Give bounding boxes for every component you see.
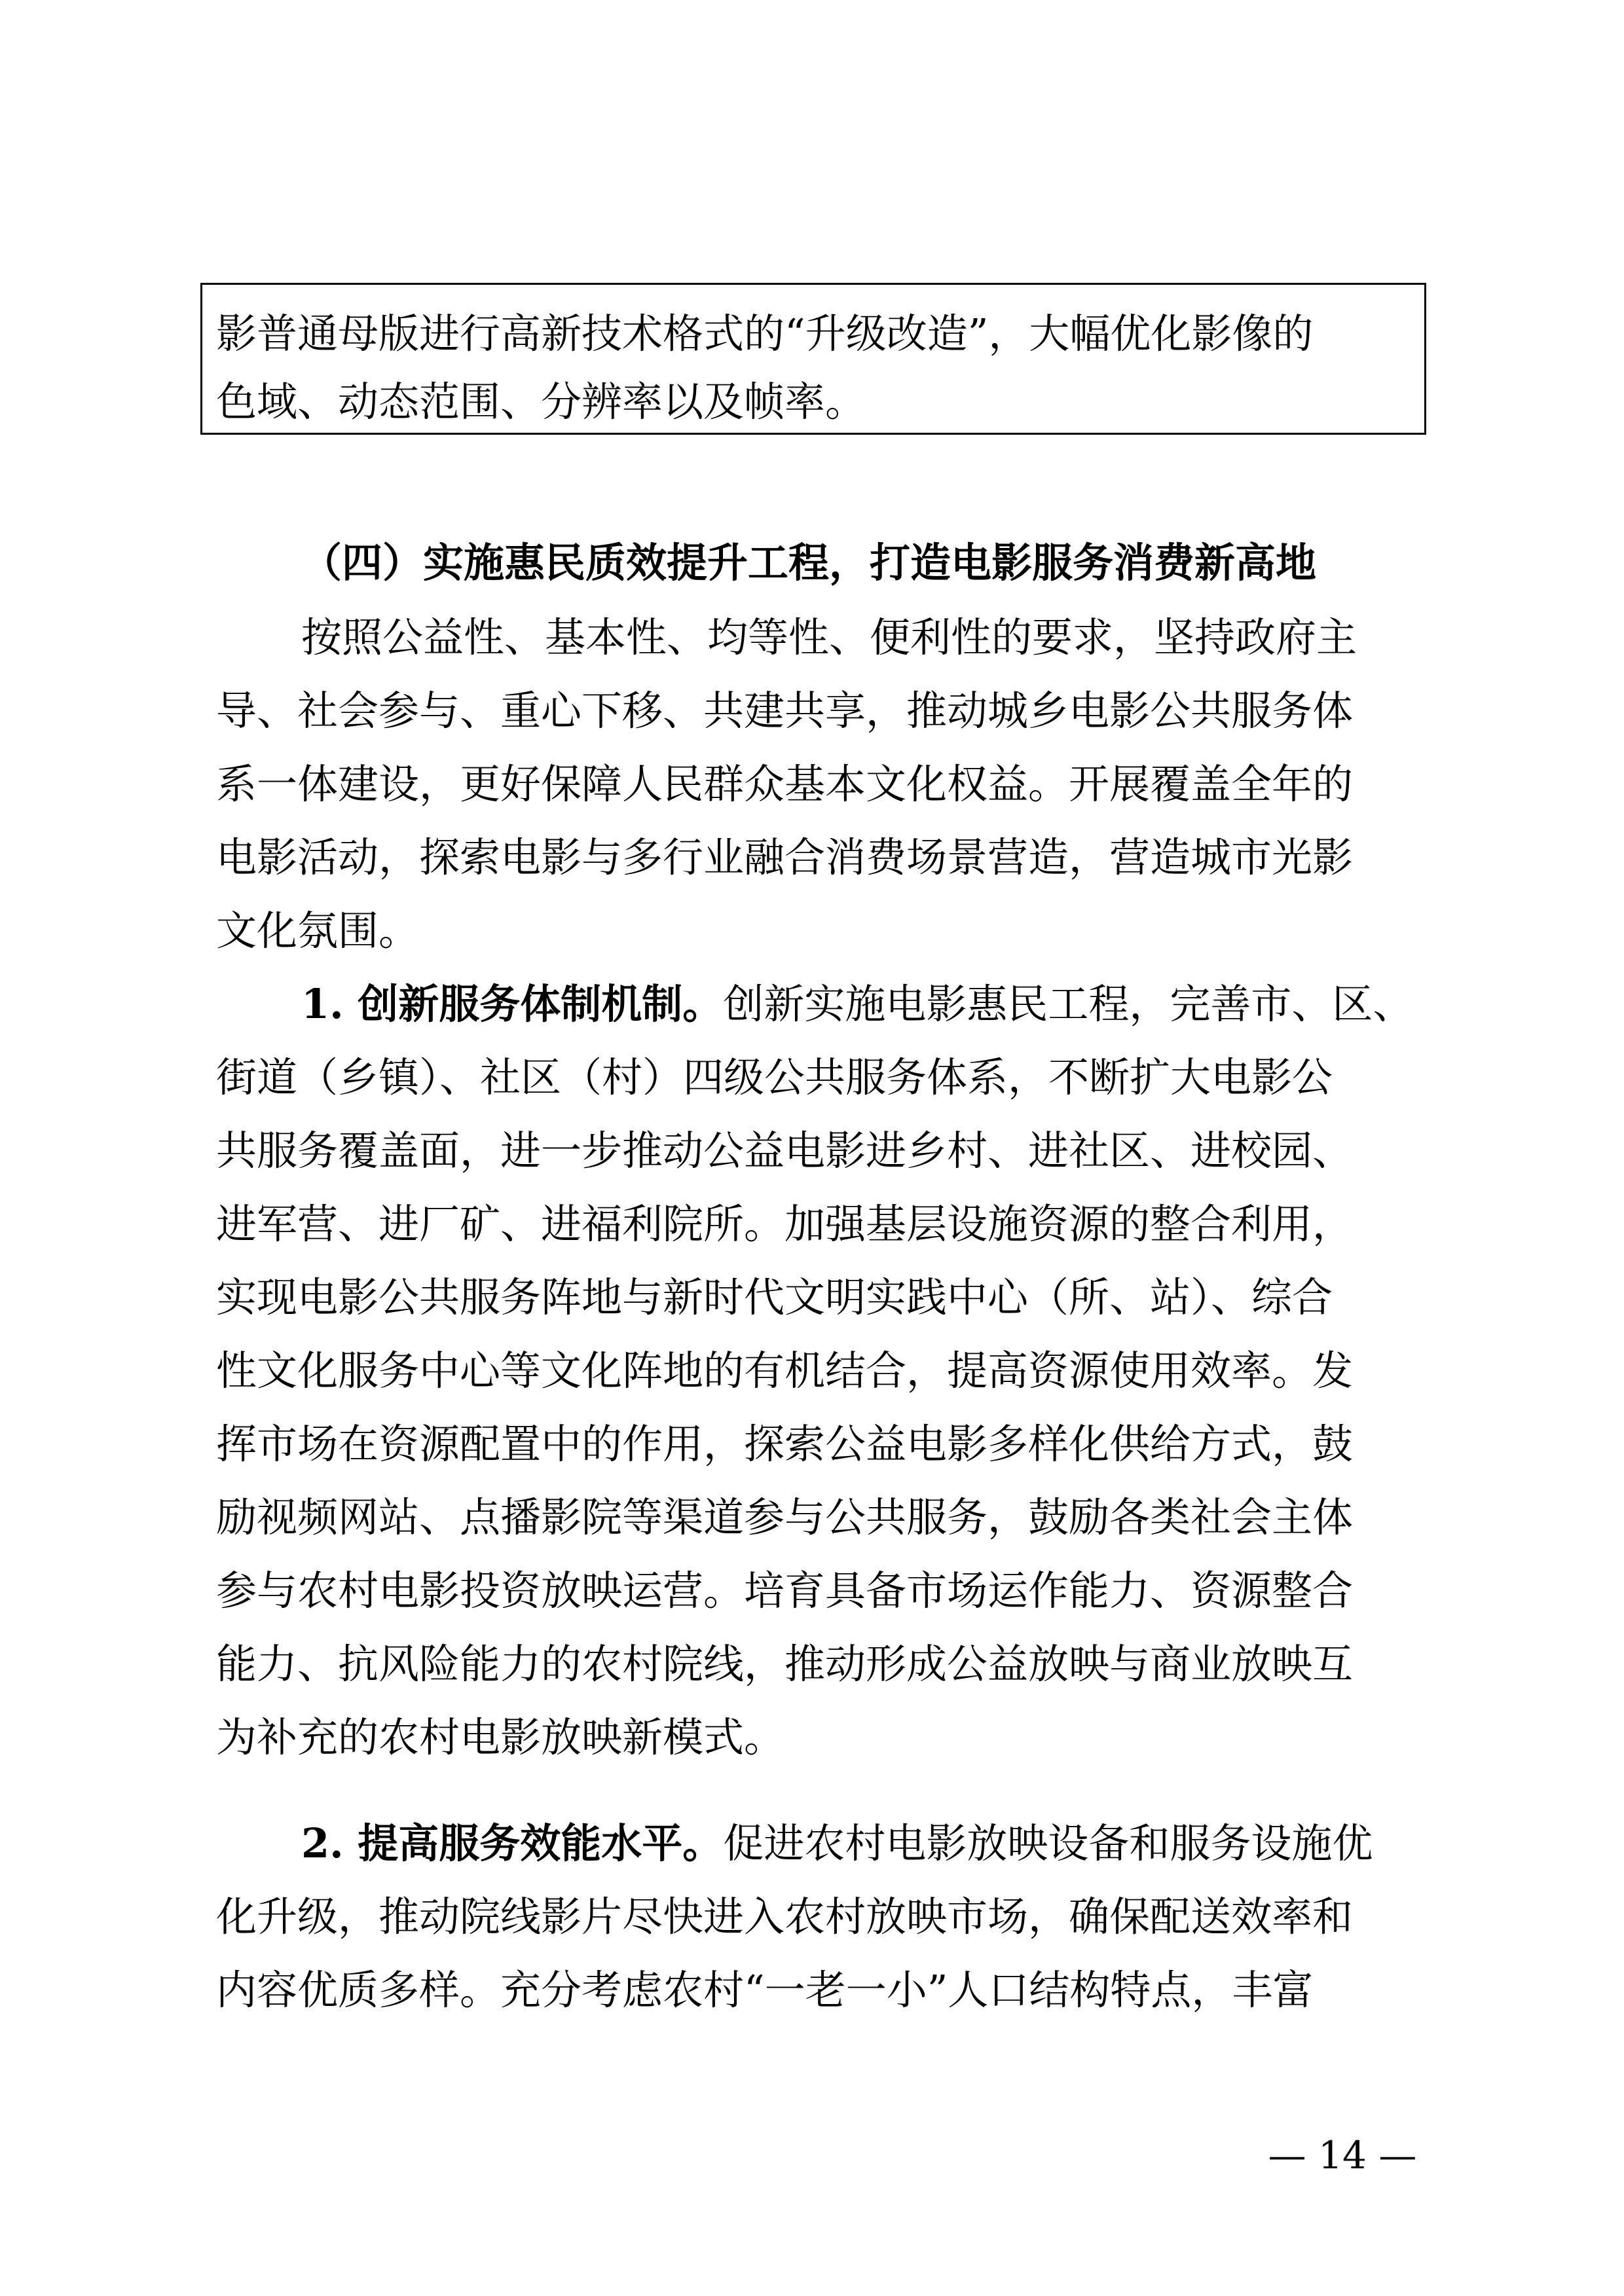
- item1-line-7: 挥市场在资源配置中的作用，探索公益电影多样化供给方式，鼓: [216, 1420, 1354, 1468]
- item2-first-line: [301, 1817, 1373, 1870]
- item2-first-line-rest: 促进农村电影放映设备和服务设施优: [723, 1819, 1373, 1867]
- intro-line-3: 系一体建设，更好保障人民群众基本文化权益。开展覆盖全年的: [216, 760, 1354, 808]
- intro-line-4: 电影活动，探索电影与多行业融合消费场景营造，营造城市光影: [216, 833, 1354, 881]
- item1-line-2: 街道（乡镇）、社区（村）四级公共服务体系，不断扩大电影公: [216, 1053, 1333, 1101]
- boxed-note-line-1: 影普通母版进行高新技术格式的“升级改造”，大幅优化影像的: [216, 310, 1314, 357]
- item1-lead: 1. 创新服务体制机制。: [301, 980, 724, 1028]
- intro-line-2: 导、社会参与、重心下移、共建共享，推动城乡电影公共服务体: [216, 687, 1354, 735]
- item1-line-4: 进军营、进厂矿、进福利院所。加强基层设施资源的整合利用，: [216, 1200, 1354, 1248]
- item1-line-3: 共服务覆盖面，进一步推动公益电影进乡村、进社区、进校园、: [216, 1127, 1354, 1175]
- item1-first-line: [301, 978, 1413, 1030]
- item1-first-line-rest: 创新实施电影惠民工程，完善市、区、: [723, 980, 1414, 1028]
- item2-lead: 2. 提高服务效能水平。: [301, 1819, 724, 1867]
- page-number: — 14 —: [1268, 2133, 1417, 2178]
- item1-line-8: 励视频网站、点播影院等渠道参与公共服务，鼓励各类社会主体: [216, 1493, 1354, 1541]
- item2-line-3: 内容优质多样。充分考虑农村“一老一小”人口结构特点，丰富: [216, 1966, 1314, 2014]
- boxed-note-line-2: 色域、动态范围、分辨率以及帧率。: [216, 378, 866, 426]
- section-heading: （四）实施惠民质效提升工程，打造电影服务消费新高地: [301, 539, 1317, 587]
- item2-line-2: 化升级，推动院线影片尽快进入农村放映市场，确保配送效率和: [216, 1893, 1354, 1941]
- item1-line-5: 实现电影公共服务阵地与新时代文明实践中心（所、站）、综合: [216, 1273, 1333, 1321]
- item1-line-11: 为补充的农村电影放映新模式。: [216, 1713, 785, 1761]
- intro-line-1: 按照公益性、基本性、均等性、便利性的要求，坚持政府主: [301, 613, 1357, 661]
- item1-line-9: 参与农村电影投资放映运营。培育具备市场运作能力、资源整合: [216, 1567, 1354, 1614]
- intro-line-5: 文化氛围。: [216, 907, 420, 955]
- item1-line-6: 性文化服务中心等文化阵地的有机结合，提高资源使用效率。发: [216, 1347, 1354, 1394]
- item1-line-10: 能力、抗风险能力的农村院线，推动形成公益放映与商业放映互: [216, 1640, 1354, 1688]
